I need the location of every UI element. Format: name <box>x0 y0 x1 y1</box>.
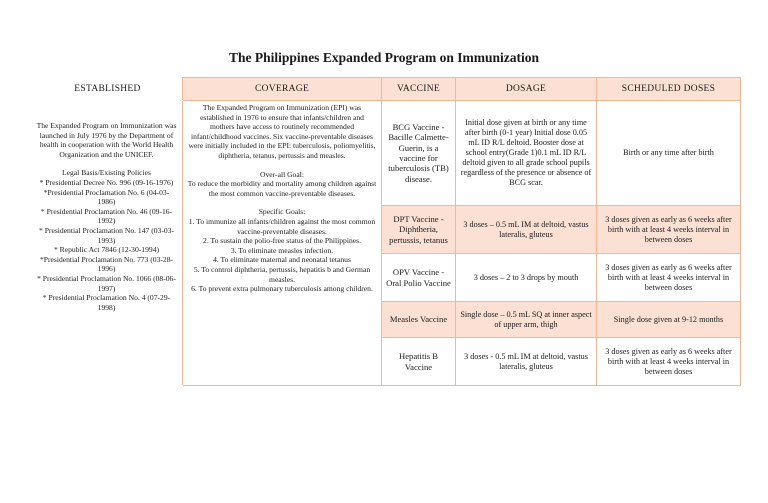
policy-item: * Republic Act 7846 (12-30-1994) <box>53 245 160 255</box>
vaccine-schedule: 3 doses given as early as 6 weeks after birth with at least 4 weeks interval in between doses <box>597 206 741 254</box>
coverage-cell <box>183 101 382 386</box>
policy-item: * Presidential Proclamation No. 4 (07-29-1998) <box>42 293 171 312</box>
header-coverage: COVERAGE <box>183 78 382 101</box>
vaccine-name: OPV Vaccine - Oral Polio Vaccine <box>382 254 456 302</box>
goal-item: 6. To prevent extra pulmonary tuberculosis among children. <box>191 284 373 294</box>
goal-item: 5. To control diphtheria, pertussis, hepatitis b and German measles. <box>193 264 371 284</box>
coverage-intro: The Expanded Program on Immunization (EPI) was established in 1976 to ensure that infants/children and mothers have access to routinely recommended infant/childhood vaccines. Six vaccine-preventable diseases were initially included in the EPI: tuberculosis, poliomyelitis, diphtheria, tetanus, pertussis and measles. <box>188 103 376 160</box>
policy-item: * Presidential Proclamation No. 46 (09-16-1992) <box>40 206 173 226</box>
overall-goal-title: Over-all Goal: <box>260 169 304 179</box>
established-intro: The Expanded Program on Immunization was launched in July 1976 by the Department of health in cooperation with the World Health Organization and the UNICEF. <box>36 121 177 159</box>
vaccine-schedule: 3 doses given as early as 6 weeks after birth with at least 4 weeks interval in between doses <box>597 254 741 302</box>
table-row <box>33 101 741 206</box>
vaccine-dosage: Initial dose given at birth or any time after birth (0-1 year) Initial dose 0.05 mL ID R/L deltoid. Booster dose at school entry(Grade 1)0.1 mL ID R/L deltoid given to all grade school pupils regardless of the presence or absence of BCG scar. <box>456 101 597 206</box>
vaccine-name: DPT Vaccine - Diphtheria, pertussis, tetanus <box>382 206 456 254</box>
goal-item: 1. To immunize all infants/children against the most common vaccine-preventable diseases. <box>188 216 376 236</box>
established-cell <box>33 101 183 386</box>
header-scheduled-doses: SCHEDULED DOSES <box>597 78 741 101</box>
immunization-table <box>32 77 741 386</box>
goal-item: 2. To sustain the polio-free status of the Philippines. <box>203 236 361 246</box>
specific-goals-title: Specific Goals: <box>258 207 306 217</box>
vaccine-dosage: 3 doses – 2 to 3 drops by mouth <box>456 254 597 302</box>
policy-item: * Presidential Proclamation No. 147 (03-03-1993) <box>39 225 174 245</box>
legal-basis-title: Legal Basis/Existing Policies <box>61 168 151 178</box>
policy-item: * Presidential Proclamation No. 1066 (08-06-1997) <box>37 273 176 293</box>
policy-item: *Presidential Proclamation No. 773 (03-28-1996) <box>39 254 174 274</box>
vaccine-dosage: Single dose – 0.5 mL SQ at inner aspect of upper arm, thigh <box>456 302 597 338</box>
policy-item: *Presidential Proclamation No. 6 (04-03-1986) <box>43 187 170 207</box>
header-dosage: DOSAGE <box>456 78 597 101</box>
vaccine-name: Hepatitis B Vaccine <box>382 338 456 386</box>
page-title: The Philippines Expanded Program on Immunization <box>229 50 539 65</box>
header-established: ESTABLISHED <box>33 78 183 101</box>
vaccine-dosage: 3 doses - 0.5 mL IM at deltoid, vastus lateralis, gluteus <box>456 338 597 386</box>
vaccine-schedule: Single dose given at 9-12 months <box>597 302 741 338</box>
header-row <box>33 78 741 101</box>
goal-item: 4. To eliminate maternal and neonatal tetanus <box>213 255 351 265</box>
vaccine-name: Measles Vaccine <box>382 302 456 338</box>
policy-item: * Presidential Decree No. 996 (09-16-1976) <box>39 177 174 187</box>
vaccine-name: BCG Vaccine - Bacille Calmette-Guerin, is a vaccine for tuberculosis (TB) disease. <box>382 101 456 206</box>
vaccine-dosage: 3 doses – 0.5 mL IM at deltoid, vastus lateralis, gluteus <box>456 206 597 254</box>
goal-item: 3. To eliminate measles infection. <box>230 245 334 255</box>
overall-goal-text: To reduce the morbidity and mortality among children against the most common vaccine-preventable diseases. <box>187 179 377 198</box>
header-vaccine: VACCINE <box>382 78 456 101</box>
vaccine-schedule: 3 doses given as early as 6 weeks after birth with at least 4 weeks interval in between doses <box>597 338 741 386</box>
vaccine-schedule: Birth or any time after birth <box>597 101 741 206</box>
